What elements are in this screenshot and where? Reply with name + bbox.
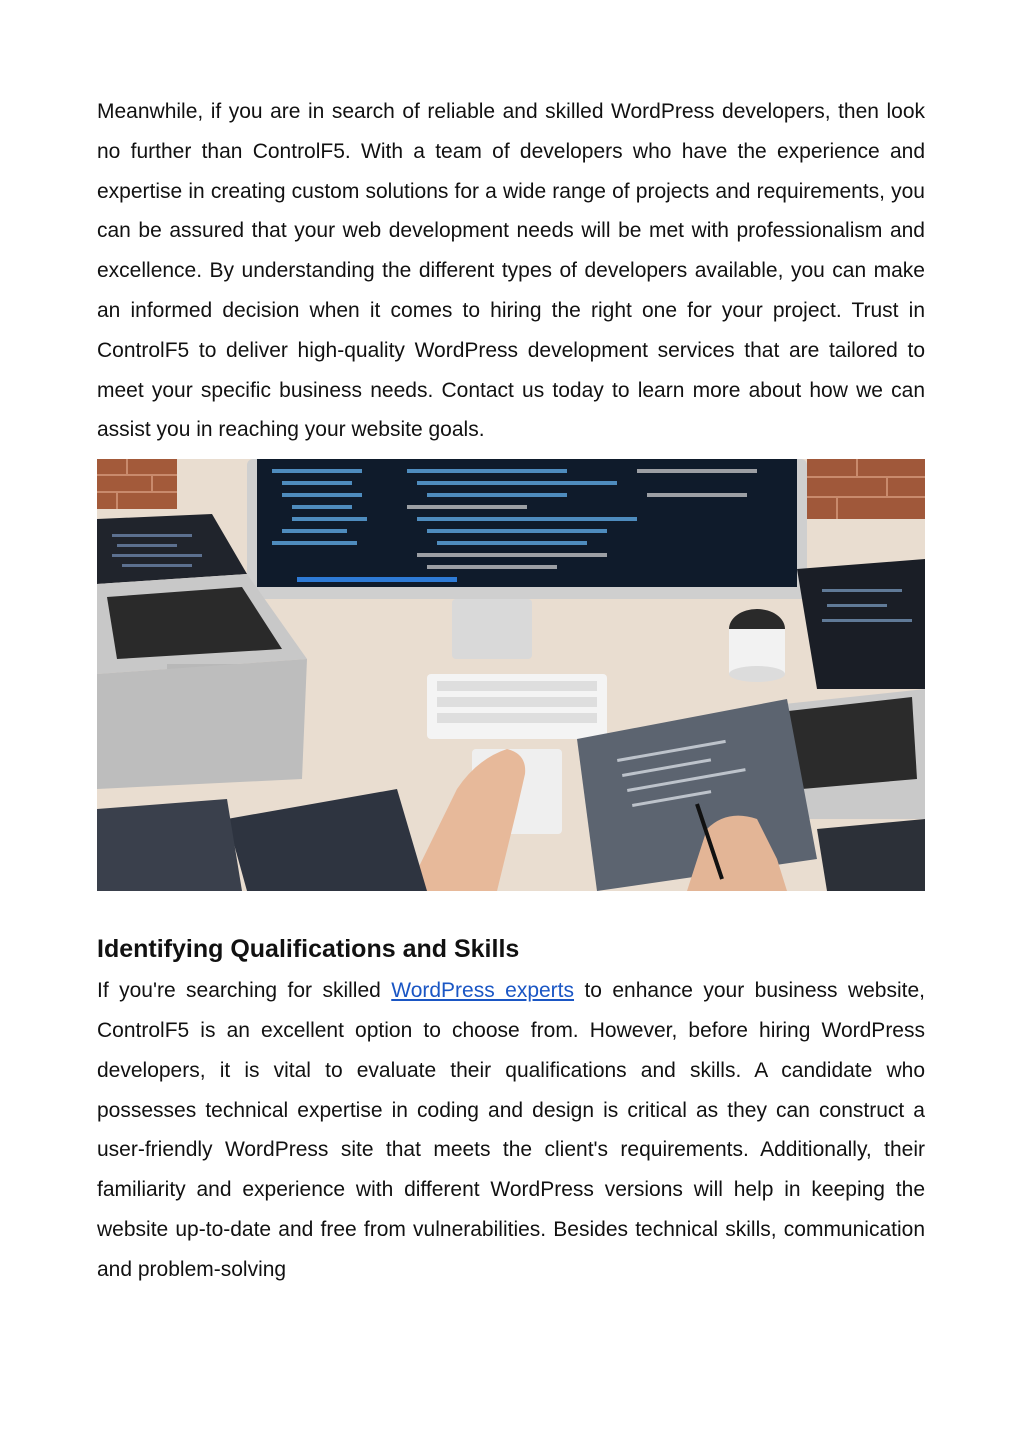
section-text-after-link: to enhance your business website, ControlF5 is an excellent option to choose from. However, before hiring WordPress developers, it is vital to evaluate their qualifications and skills. A candidate who possesses technical expertise in coding and design is critical as they can construct a user-friendly WordPress site that meets the client's requirements. Additionally, their familiarity and experience with different WordPress versions will help in keeping the website up-to-date and free from vulnerabilities. Besides technical skills, communication and problem-solving — [97, 979, 925, 1281]
section-heading: Identifying Qualifications and Skills — [97, 935, 520, 964]
wordpress-experts-link[interactable]: WordPress experts — [391, 979, 575, 1003]
section-text-before-link: If you're searching for skilled — [97, 979, 392, 1003]
section-paragraph — [97, 971, 925, 1289]
document-page — [97, 92, 925, 1290]
intro-paragraph: Meanwhile, if you are in search of reliable and skilled WordPress developers, then look no further than ControlF5. With a team of developers who have the experience and expertise in creating custom solutions for a wide range of projects and requirements, you can be assured that your web development needs will be met with professionalism and excellence. By understanding the different types of developers available, you can make an informed decision when it comes to hiring the right one for your project. Trust in ControlF5 to deliver high-quality WordPress development services that are tailored to meet your specific business needs. Contact us today to learn more about how we can assist you in reaching your website goals. — [97, 100, 925, 442]
developer-workspace-photo — [97, 459, 925, 891]
